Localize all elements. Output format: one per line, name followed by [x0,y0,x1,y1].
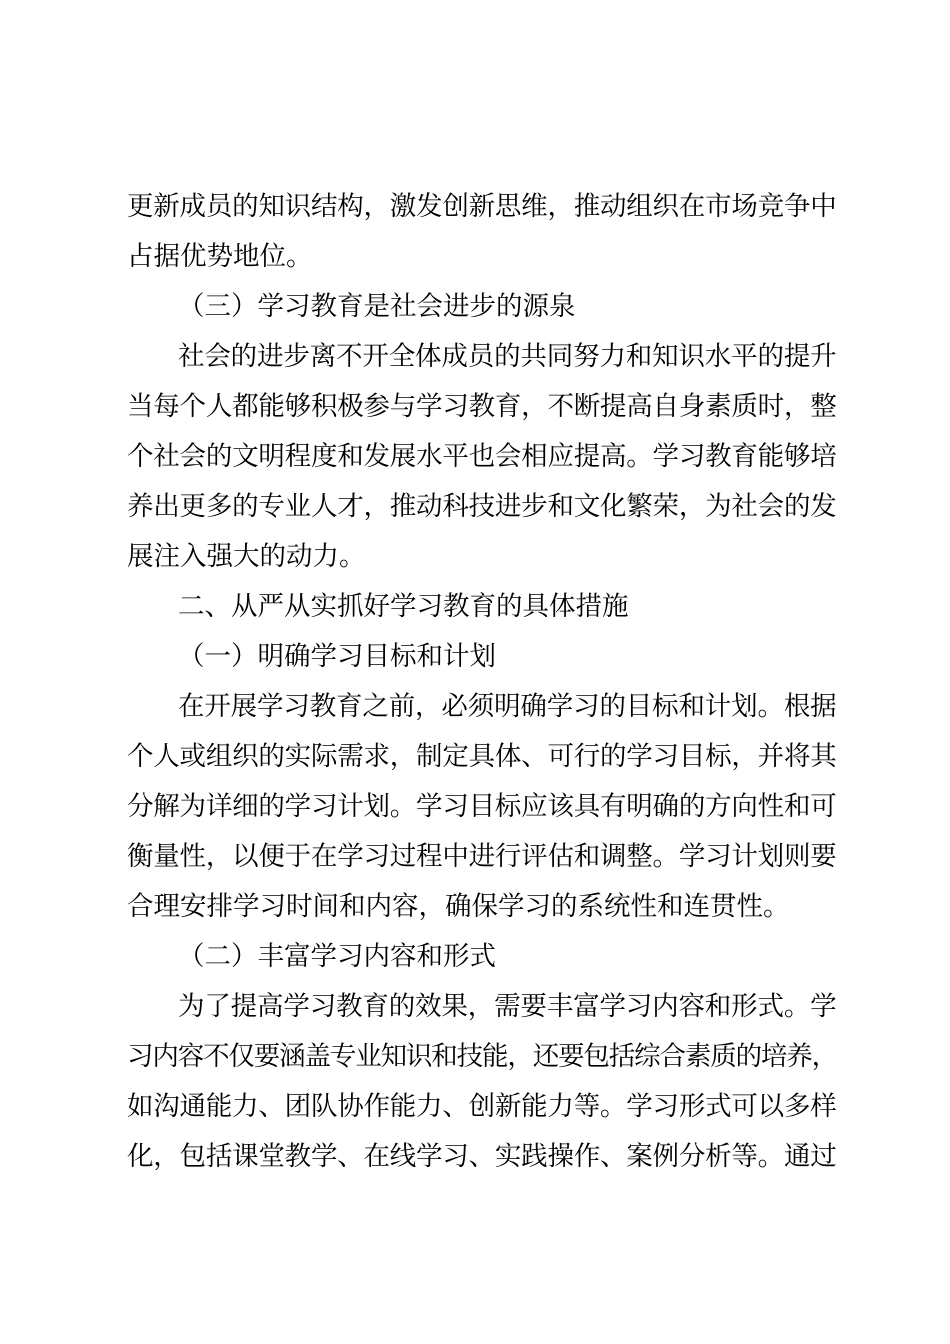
text-line: 当每个人都能够积极参与学习教育，不断提高自身素质时，整 [127,391,837,422]
text-line: （三）学习教育是社会进步的源泉 [178,291,576,322]
text-line: 个人或组织的实际需求，制定具体、可行的学习目标，并将其 [127,741,837,772]
text-line: 更新成员的知识结构，激发创新思维，推动组织在市场竞争中 [127,191,837,222]
text-line: （二）丰富学习内容和形式 [178,941,496,972]
text-line: 如沟通能力、团队协作能力、创新能力等。学习形式可以多样 [127,1091,837,1122]
text-line: 展注入强大的动力。 [127,541,366,572]
text-line: 分解为详细的学习计划。学习目标应该具有明确的方向性和可 [127,791,837,822]
text-line: 养出更多的专业人才，推动科技进步和文化繁荣，为社会的发 [127,491,837,522]
text-line: 习内容不仅要涵盖专业知识和技能，还要包括综合素质的培养， [127,1041,837,1072]
text-line: 化，包括课堂教学、在线学习、实践操作、案例分析等。通过 [127,1141,837,1172]
text-line: 在开展学习教育之前，必须明确学习的目标和计划。根据 [178,691,837,722]
text-line: 衡量性，以便于在学习过程中进行评估和调整。学习计划则要 [127,841,837,872]
document-body [127,182,837,1182]
text-line: 二、从严从实抓好学习教育的具体措施 [178,591,629,622]
text-line: 占据优势地位。 [127,241,313,272]
text-line: 社会的进步离不开全体成员的共同努力和知识水平的提升 [178,341,837,372]
text-line: 合理安排学习时间和内容，确保学习的系统性和连贯性。 [127,891,790,922]
text-line: 个社会的文明程度和发展水平也会相应提高。学习教育能够培 [127,441,837,472]
text-line: （一）明确学习目标和计划 [178,641,496,672]
text-line: 为了提高学习教育的效果，需要丰富学习内容和形式。学 [178,991,837,1022]
